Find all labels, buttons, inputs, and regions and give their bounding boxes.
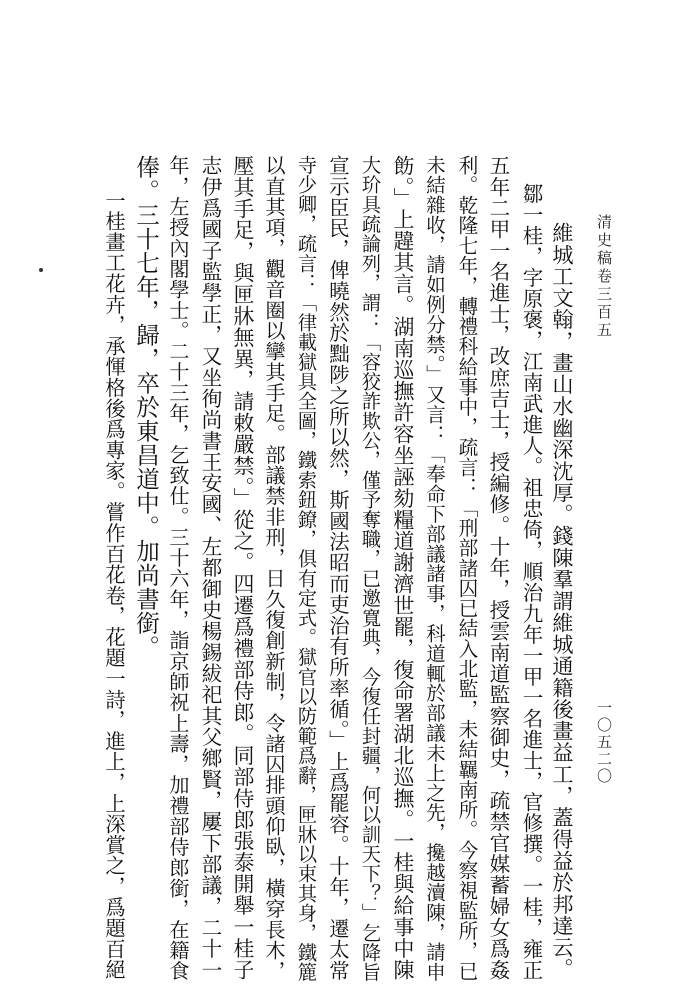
text-line-10: 以直其項，觀音圈以攣其手足。部議禁非刑，日久復創新制，令諸囚排頭仰臥，橫穿長木， — [262, 155, 286, 981]
text-line-14: 俸。三十七年，歸，卒於東昌道中。加尚書銜。 — [132, 155, 160, 659]
text-line-7: 大玠具疏論列，謂：「容狡詐欺公，僅予奪職，已邀寬典，今復任封疆，何以訓天下？」乞降旨 — [359, 155, 382, 982]
text-line-4: 利。乾隆七年，轉禮科給事中，疏言：「刑部諸囚已結入北監，未結羈南所。今察視監所，已 — [455, 155, 478, 982]
text-line-5: 未結雜收，請如例分禁。」又言：「奉命下部議諸事，科道輒於部議未上之先，攙越瀆陳，請申 — [423, 155, 446, 982]
text-line-2: 鄒一桂，字原褒，江南武進人。祖忠倚，順治九年一甲一名進士，官修撰。一桂，雍正 — [519, 183, 543, 981]
text-line-11: 壓其手足，與匣牀無異，請敕嚴禁。」從之。四遷爲禮部侍郎。同部侍郎張泰開舉一桂子 — [230, 155, 254, 981]
text-line-8: 宣示臣民，俾曉然於黜陟之所以然，斯國法昭而吏治有所率循。」上爲罷容。十年，遷太常 — [326, 155, 350, 981]
text-line-3: 五年二甲一名進士，改庶吉士，授編修。十年，授雲南道監察御史，疏禁官媒蓄婦女爲姦 — [486, 155, 510, 981]
page-number: 一〇五二〇 — [595, 700, 613, 785]
text-line-9: 寺少卿，疏言：「律載獄具全圖，鐵索鈕鐐，俱有定式。獄官以防範爲辭，匣牀以束其身，鐵簏 — [295, 155, 318, 982]
text-line-13: 年，左授內閣學士。二十三年，乞致仕。三十六年，詣京師祝上壽，加禮部侍郎銜，在籍食 — [166, 155, 190, 981]
text-line-15: 一桂畫工花卉，承惲格後爲專家。嘗作百花卷，花題一詩，進上，上深賞之，爲題百絕 — [102, 190, 126, 981]
text-line-6: 飭。」上韙其言。湖南巡撫許容坐誣劾糧道謝濟世罷，復命署湖北巡撫。一桂與給事中陳 — [390, 155, 414, 981]
running-header: 清史稿卷三百五 — [595, 214, 613, 340]
text-line-1: 維城工文翰，畫山水幽深沈厚。錢陳羣謂維城通籍後畫益工，蓋得益於邦達云。 — [550, 222, 575, 980]
text-line-12: 志伊爲國子監學正，又坐徇尚書王安國、左都御史楊錫紱祀其父鄉賢，屢下部議，二十一 — [198, 155, 222, 981]
scan-speck — [39, 268, 43, 272]
